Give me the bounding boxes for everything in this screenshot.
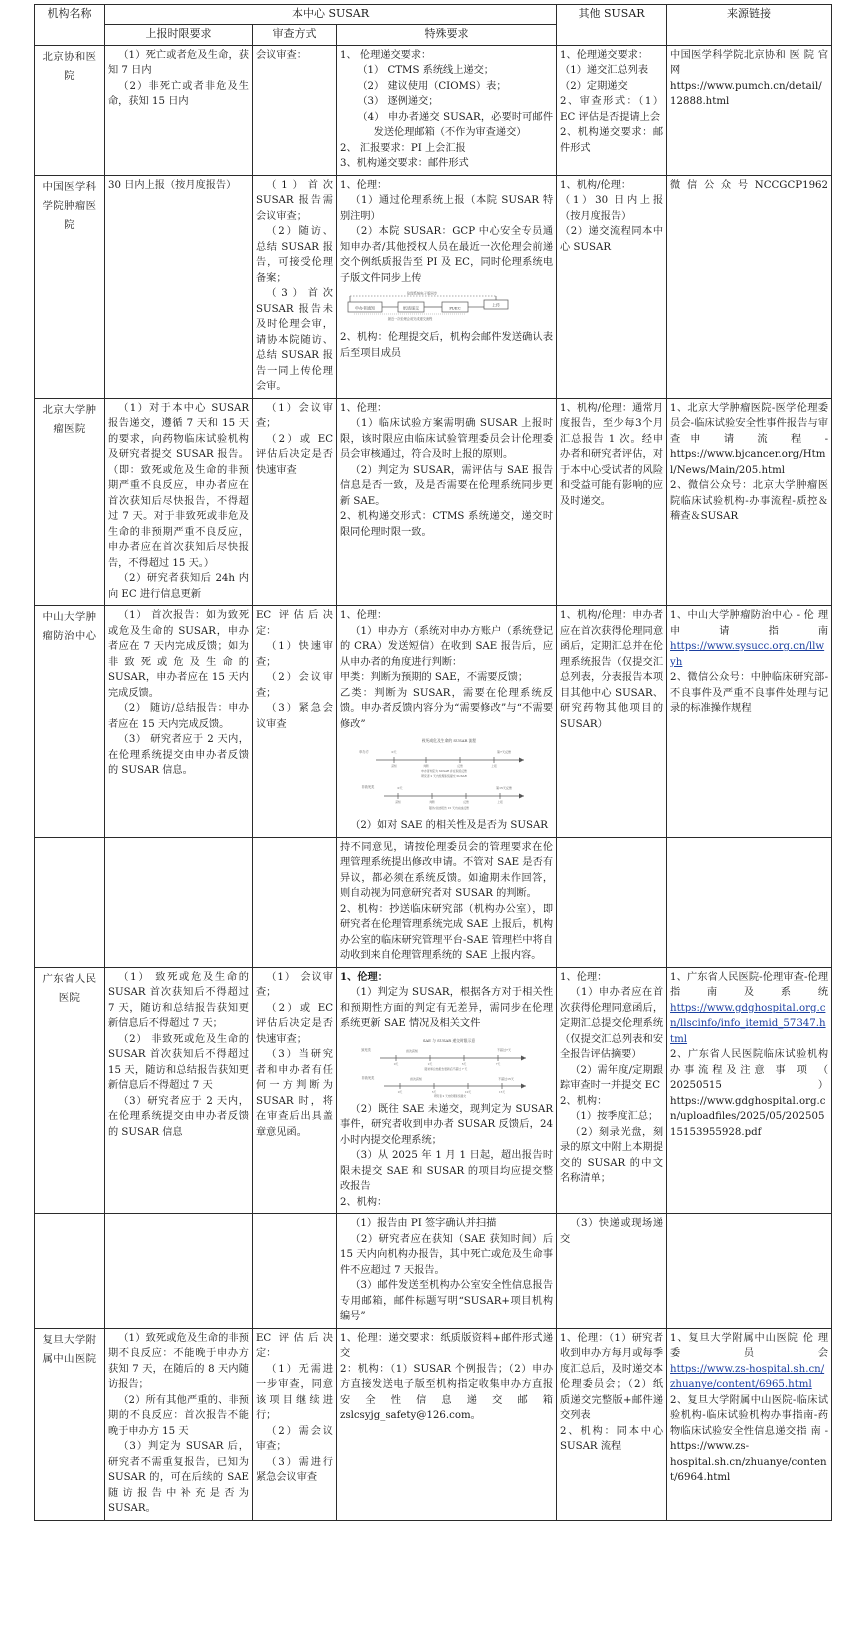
org-name-cell: 中国医学科学院肿瘤医院 [35, 175, 105, 398]
table-row [35, 1328, 832, 1520]
header-center-susar: 本中心 SUSAR [105, 5, 557, 25]
org-name-cell [35, 837, 105, 967]
org-name-cell: 北京协和医院 [35, 45, 105, 175]
special-requirement-cell: 1、伦理： （1）申办方（系统对申办方账户（系统登记的 CRA）发送短信）在收到 SAE 报告后，应从申办者的角度进行判断： 甲类：判断为预期的 SAE，不需要反馈； 乙类：判断为 SUSAR，需要在伦理系统反馈。申办者反馈内容分为“需要修改”与“不需要修改” 致死或危及生命的 SUSAR 流程 申办方 0天 第7天反馈 获知 判断 反馈 上报 申办者判定为 SUSAR 并在系统反馈 研究者 2 天内伦理系统提交 SUSAR 非致死类 0天 第15天反馈 获知 判断 反馈 上报 随访/总结报告 15 天内完成反馈 （2）如对 SAE 的相关性及是否为 SUSAR [337, 606, 557, 838]
source-link-label: 中国医学科学院北京协和 医 院 官 网 [670, 49, 829, 77]
source-link-cell [667, 1328, 832, 1520]
source-link-label-2: 2、微信公众号：北京大学肿瘤医院临床试验机构-办事流程-质控＆稽查＆SUSAR [670, 480, 829, 523]
svg-text:随访和总结报告更新后不超过 7 天: 随访和总结报告更新后不超过 7 天 [424, 1066, 468, 1071]
org-name-cell: 复旦大学附属中山医院 [35, 1328, 105, 1520]
time-requirement-cell: 30 日内上报（按月度报告） [105, 175, 253, 398]
org-name-cell: 广东省人民医院 [35, 967, 105, 1214]
svg-text:7天: 7天 [495, 1061, 501, 1066]
review-mode-cell: （1）首次 SUSAR 报告需会议审查； （2）随访、总结 SUSAR 报告，可接受伦理备案； （3）首次 SUSAR 报告未及时伦理会审，请协本院随访、总结 SUSAR 报告一同上传伦理会审。 [253, 175, 337, 398]
source-url[interactable]: https://www.gdghospital.org.cn/llscinfo/info_itemid_57347.html [670, 1002, 826, 1045]
svg-text:反馈: 反馈 [457, 764, 463, 769]
svg-text:随访/总结报告 15 天内完成反馈: 随访/总结报告 15 天内完成反馈 [429, 806, 469, 811]
svg-text:PI/EC: PI/EC [449, 305, 461, 311]
svg-text:第15天反馈: 第15天反馈 [496, 786, 512, 791]
special-requirement-cell: （1）报告由 PI 签字确认并扫描 （2）研究者应在获知（SAE 获知时间）后 15 天内向机构办报告，其中死亡或危及生命事件不应超过 7 天报告。 （3）邮件发送至机构办公室安全性信息报告专用邮箱，邮件标题写明“SUSAR+项目机构编号” [337, 1214, 557, 1329]
special-requirement-cell: 1、伦理： （1）临床试验方案需明确 SUSAR 上报时限，该时限应由临床试验管理委员会计伦理委员会审核通过，符合及时上报的原则。 （2）判定为 SUSAR，需评估与 SAE 报告信息是否一致，及是否需要在伦理系统同步更新 SAE。 2、机构递交形式：CTMS 系统递交，递交时限同伦理时限一致。 [337, 398, 557, 606]
svg-text:首次获知: 首次获知 [409, 1076, 423, 1081]
svg-text:0天: 0天 [393, 1061, 399, 1066]
special-requirement-cell: 持不同意见，请按伦理委员会的管理要求在伦理管理系统提出修改申请。不管对 SAE 是否有异议，都必须在系统反馈。如逾期未作回答，则自动视为同意研究者对 SUSAR 的判断。 2、机构：抄送临床研究部（机构办公室），即研究者在伦理管理系统完成 SAE 上报后，机构办公室的临床研究管理平台-SAE 管理栏中将自动收到来自伦理管理系统的 SAE 上报内容。 [337, 837, 557, 967]
review-mode-cell: EC 评估后决定： （1）快速审查； （2）会议审查； （3）紧急会议审查 [253, 606, 337, 838]
review-mode-cell: （1）会议审查； （2）或 EC 评估后决定是否快速审查 [253, 398, 337, 606]
special-requirement-cell: 1、 伦理递交要求： （1） CTMS 系统线上递交； （2） 建议使用（CIOMS）表； （3） 逐例递交； （4） 申办者递交 SUSAR，必要时可邮件发送伦理邮箱（不作为审查递交） 2、 汇报要求：PI 上会汇报 3、机构递交要求：邮件形式 [337, 45, 557, 175]
org-name-cell: 北京大学肿瘤医院 [35, 398, 105, 606]
svg-text:致死或危及生命的 SUSAR 流程: 致死或危及生命的 SUSAR 流程 [421, 738, 477, 744]
special-requirement-cell: 1、伦理：递交要求：纸质版资料+邮件形式递交 2：机构：（1）SUSAR 个例报告；（2）申办方直接发送电子版至机构指定收集申办方直报安全性信息递交邮箱 zslcsyjg_safety@126.com。 [337, 1328, 557, 1520]
source-link-label-2: 2、广东省人民医院临床试验机构办事流程及注意 事 项 （ 20250515 ） [670, 1049, 829, 1092]
svg-text:研究者 2 天内伦理系统提交: 研究者 2 天内伦理系统提交 [434, 1094, 466, 1098]
source-link-cell [667, 837, 832, 967]
table-header [35, 5, 832, 46]
table-row [35, 967, 832, 1214]
source-url[interactable]: https://www.bjcancer.org/Html/News/Main/205.html [670, 449, 826, 476]
svg-text:5天: 5天 [461, 1061, 467, 1066]
other-susar-cell: （3）快递或现场递交 [557, 1214, 667, 1329]
time-requirement-cell: （1） 首次报告：如为致死或危及生命的 SUSAR，申办者应在 7 天内完成反馈；如为非致死或危及生命的 SUSAR，申办者应在 15 天内完成反馈。 （2） 随访/总结报告：申办者应在 15 天内完成反馈。 （3） 研究者应于 2 天内，在伦理系统提交由申办者反馈的 SUSAR 信息。 [105, 606, 253, 838]
svg-text:非致死类: 非致死类 [361, 785, 375, 790]
time-requirement-cell: （1）对于本中心 SUSAR 报告递交，遵循 7 天和 15 天的要求，向药物临床试验机构及研究者提交 SUSAR 报告。（即：致死或危及生命的非预期严重不良反应，申办者应在首次获知后尽快报告，不得超过 7 天。对于非致死或非危及生命的非预期严重不良反应，申办者应在首次获知后尽快报告，不得超过 15 天。） （2）研究者获知后 24h 内向 EC 进行信息更新 [105, 398, 253, 606]
svg-text:致死类: 致死类 [361, 1047, 371, 1052]
header-row-1 [35, 5, 832, 25]
other-susar-cell: 1、伦理递交要求： （1）递交汇总列表 （2）定期递交 2、审查形式：（1）EC 评估是否提请上会 2、机构递交要求：邮件形式 [557, 45, 667, 175]
svg-text:15天: 15天 [498, 1089, 506, 1094]
source-link-cell [667, 1214, 832, 1329]
time-requirement-cell [105, 1214, 253, 1329]
source-url[interactable]: https://www.sysucc.org.cn/llwyh [670, 641, 825, 668]
source-link-label: 1、北京大学肿瘤医院-医学伦理委员会-临床试验安全性事件报告与审查申 请 流 程 - [670, 402, 829, 445]
svg-text:第7天反馈: 第7天反馈 [497, 750, 511, 755]
source-link-cell [667, 398, 832, 606]
review-mode-cell [253, 1214, 337, 1329]
time-requirement-cell [105, 837, 253, 967]
special-requirement-cell: 1、伦理： （1）判定为 SUSAR，根据各方对于相关性和预期性方面的判定有无差异，需同步在伦理系统更新 SAE 情况及相关文件 SAE 与 SUSAR 递交时限示意 致死类 首次获知 不超过7天 0天 2天 5天 7天 随访和总结报告更新后不超过 7 天 非致死类 首次获知 不超过15天 0天 5天 10天 15天 研究者 2 天内伦理系统提交 （2）既往 SAE 未递交，现判定为 SUSAR 事件，研究者收到申办者 SUSAR 反馈后，24 小时内提交伦理系统； （3）从 2025 年 1 月 1 日起，超出报告时限未提交 SAE 和 SUSAR 的项目均应提交整改报告 2、机构： [337, 967, 557, 1214]
source-url[interactable]: https://www.pumch.cn/detail/12888.html [670, 80, 822, 108]
timeline-diagram-thumbnail [354, 1036, 554, 1098]
source-link-cell [667, 967, 832, 1214]
svg-text:非致死类: 非致死类 [361, 1075, 375, 1080]
table-row [35, 606, 832, 838]
svg-text:上传: 上传 [492, 302, 500, 308]
svg-text:申办者通知: 申办者通知 [355, 305, 375, 311]
time-requirement-cell: （1） 致死或危及生命的 SUSAR 首次获知后不得超过 7 天，随访和总结报告获知更新信息后不得超过 7 天； （2） 非致死或危及生命的 SUSAR 首次获知后不得超过 15 天，随访和总结报告获知更新信息后不得超过 7 天 （3）研究者应于 2 天内，在伦理系统提交由申办者反馈的 SUSAR 信息 [105, 967, 253, 1214]
svg-text:反馈: 反馈 [463, 800, 469, 805]
header-other-susar: 其他 SUSAR [557, 5, 667, 46]
header-special-requirement: 特殊要求 [337, 25, 557, 45]
header-org: 机构名称 [35, 5, 105, 46]
svg-text:获知: 获知 [395, 800, 401, 805]
time-requirement-cell: （1）致死或危及生命的非预期不良反应：不能晚于申办方获知 7 天，在随后的 8 天内随访报告； （2）所有其他严重的、非预期的不良反应：首次报告不能晚于申办方 15 天 （3）判定为 SUSAR 后，研究者不需重复报告，已知为 SUSAR 的，可在后续的 SAE 随访报告中补充是否为 SUSAR。 [105, 1328, 253, 1520]
other-susar-cell: 1、机构/伦理：申办者应在首次获得伦理同意函后，定期汇总并在伦理系统报告（仅提交汇总列表，分表报告本项目其他中心 SUSAR、研究药物其他项目的 SUSAR） [557, 606, 667, 838]
susar-requirements-table [34, 4, 832, 1521]
other-susar-cell: 1、伦理： （1）申办者应在首次获得伦理同意函后，定期汇总提交伦理系统（仅提交汇总列表和安全报告评估摘要） （2）需年度/定期跟踪审查时一并提交 EC 2、机构： （1）按季度汇总； （2）刻录光盘，刻录的原文中附上本期提交的 SUSAR 的中文名称清单； [557, 967, 667, 1214]
other-susar-cell: 1、机构/伦理： （1）30 日内上报（按月度报告） （2）递交流程同本中心 SUSAR [557, 175, 667, 398]
header-time-requirement: 上报时限要求 [105, 25, 253, 45]
source-link-cell [667, 45, 832, 175]
svg-text:SAE 与 SUSAR 递交时限示意: SAE 与 SUSAR 递交时限示意 [422, 1037, 476, 1043]
table-row [35, 175, 832, 398]
review-mode-cell: EC 评估后决定： （1）无需进一步审查，同意该项目继续进行； （2）需会议审查； （3）需进行紧急会议审查 [253, 1328, 337, 1520]
svg-text:上报: 上报 [497, 800, 503, 805]
table-body [35, 45, 832, 1520]
svg-text:伦理系统电子版同步: 伦理系统电子版同步 [406, 291, 438, 296]
svg-text:判断: 判断 [423, 764, 429, 769]
svg-text:申办者判定为 SUSAR 并在系统反馈: 申办者判定为 SUSAR 并在系统反馈 [421, 769, 467, 774]
svg-text:最近一次伦理会前完成递交流程: 最近一次伦理会前完成递交流程 [387, 317, 433, 322]
svg-text:10天: 10天 [464, 1089, 472, 1094]
svg-text:不超过7天: 不超过7天 [497, 1047, 511, 1052]
table-row [35, 45, 832, 175]
svg-text:上报: 上报 [491, 764, 497, 769]
source-url[interactable]: https://www.zs-hospital.sh.cn/zhuanye/content/6965.html [670, 1363, 825, 1391]
svg-text:2天: 2天 [427, 1061, 433, 1066]
org-name-cell [35, 1214, 105, 1329]
header-review-mode: 审查方式 [253, 25, 337, 45]
svg-text:5天: 5天 [431, 1089, 437, 1094]
review-mode-cell: 会议审查： [253, 45, 337, 175]
source-link-label: 1、复旦大学附属中山医院 伦 理 委 员 会 [670, 1332, 829, 1360]
table-row [35, 398, 832, 606]
svg-text:0天: 0天 [391, 750, 397, 755]
source-link-cell [667, 175, 832, 398]
header-source-link: 来源链接 [667, 5, 832, 46]
source-link-cell [667, 606, 832, 838]
org-name-cell: 中山大学肿瘤防治中心 [35, 606, 105, 838]
review-mode-cell: （1） 会议审查； （2）或 EC 评估后决定是否快速审查； （3）当研究者和申办者有任何一方判断为 SUSAR 时，将在审查后出具盖章意见函。 [253, 967, 337, 1214]
svg-text:申办方: 申办方 [359, 750, 369, 755]
other-susar-cell: 1、伦理：（1）研究者收到申办方每月或每季度汇总后，及时递交本伦理委员会；（2）纸质递交完整版+邮件递交列表 2、机构：同本中心 SUSAR 流程 [557, 1328, 667, 1520]
source-link-label: 1、中山大学肿瘤防治中心 - 伦 理 申 请 指 南 [670, 610, 829, 637]
time-requirement-cell: （1）死亡或者危及生命，获知 7 日内 （2）非死亡或者非危及生命，获知 15 日内 [105, 45, 253, 175]
svg-text:研究者 2 天内伦理系统提交 SUSAR: 研究者 2 天内伦理系统提交 SUSAR [421, 774, 467, 779]
other-susar-cell [557, 837, 667, 967]
svg-text:首次获知: 首次获知 [405, 1048, 419, 1053]
svg-text:判断: 判断 [429, 800, 435, 805]
source-link-label-2: 2、复旦大学附属中山医院-临床试验机构-临床试验机构办事指南-药物临床试验安全性信息递交指 南 -https://www.zs-hospital.sh.cn/zhuanye/content/6964.html [670, 1394, 829, 1484]
other-susar-cell: 1、机构/伦理：通常月度报告，至少每3个月汇总报告 1 次。经申办者和研究者评估，对于本中心受试者的风险和受益可能有影响的应及时递交。 [557, 398, 667, 606]
timeline-diagram-thumbnail [354, 736, 554, 814]
svg-text:0天: 0天 [397, 1089, 403, 1094]
table-row-continuation [35, 1214, 832, 1329]
svg-text:获知: 获知 [391, 764, 397, 769]
svg-text:纸质递交: 纸质递交 [403, 305, 419, 311]
source-link-label: 微 信 公 众 号 NCCGCP1962 [670, 179, 829, 191]
svg-text:不超过15天: 不超过15天 [498, 1076, 514, 1081]
source-link-label-2: 2、微信公众号：中肿临床研究部-不良事件及严重不良事件处理与记录的标准操作规程 [670, 672, 829, 715]
svg-text:0天: 0天 [397, 786, 403, 791]
workflow-diagram-thumbnail [346, 290, 526, 326]
source-url-2[interactable]: https://www.gdghospital.org.cn/uploadfiles/2025/05/20250515153955928.pdf [670, 1095, 826, 1138]
review-mode-cell [253, 837, 337, 967]
table-row-continuation [35, 837, 832, 967]
source-link-label: 1、广东省人民医院-伦理审查-伦理指南及系统 [670, 971, 829, 999]
special-requirement-cell: 1、伦理： （1）通过伦理系统上报（本院 SUSAR 特别注明） （2）本院 SUSAR：GCP 中心安全专员通知申办者/其他授权人员在最近一次伦理会前递交个例纸质报告至 PI 及 EC，同时伦理系统电子版文件同步上传 申办者通知 纸质递交 PI/EC 上传 伦理系统电子版同步 最近一次伦理会前完成递交流程 2、机构：伦理提交后，机构会邮件发送确认表后至项目成员 [337, 175, 557, 398]
